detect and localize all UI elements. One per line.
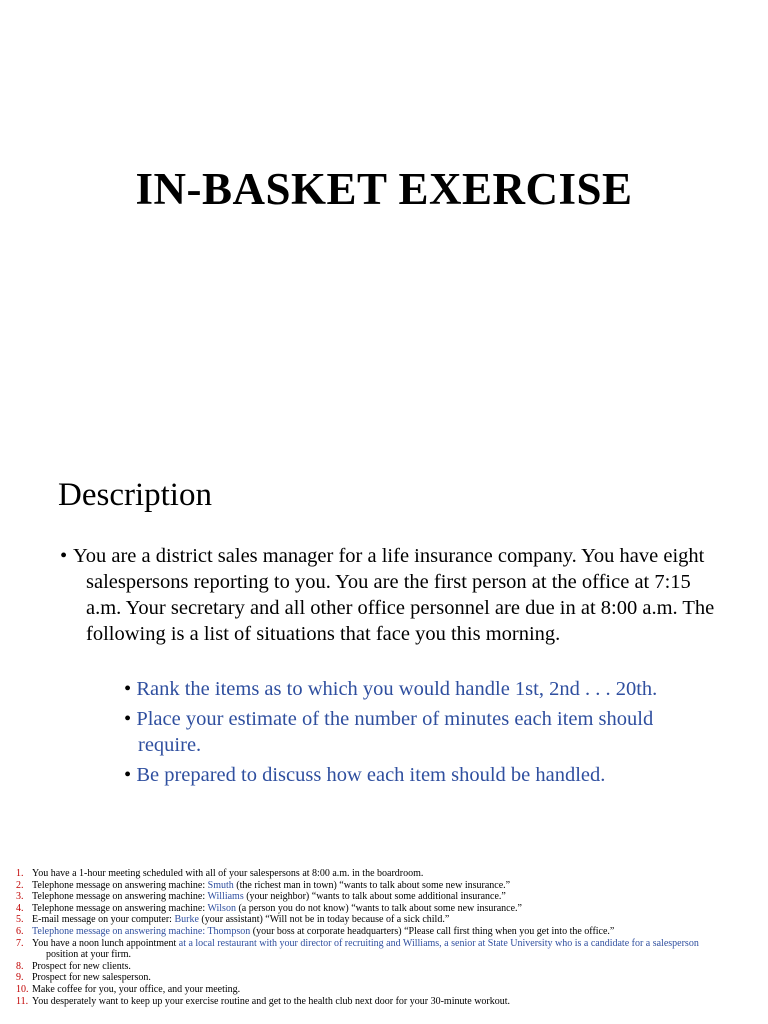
item-text-pre: E-mail message on your computer: (32, 914, 175, 926)
instruction-item (110, 676, 710, 702)
list-item (16, 891, 756, 903)
item-text: You desperately want to keep up your exercise routine and get to the health club next door for your 30-minute workout. (32, 995, 511, 1007)
item-text-pre: Telephone message on answering machine: (32, 902, 208, 914)
item-name: Burke (174, 914, 199, 926)
item-number: 9. (16, 972, 24, 984)
instruction-text: Be prepared to discuss how each item should be handled. (136, 764, 606, 786)
intro-paragraph (60, 543, 720, 647)
bullet-icon: • (60, 545, 68, 567)
item-text-post: (your assistant) “Will not be in today because of a sick child.” (198, 914, 450, 926)
item-number: 7. (16, 937, 24, 949)
list-item (16, 972, 756, 984)
item-text-pre: You have a noon lunch appointment (32, 937, 179, 949)
item-text-post: (your neighbor) “wants to talk about some additional insurance.” (243, 891, 506, 903)
item-number: 1. (16, 868, 24, 879)
item-number: 10. (16, 983, 29, 995)
bullet-icon: • (124, 764, 132, 786)
page-title: IN-BASKET EXERCISE (135, 164, 633, 214)
list-item (16, 903, 756, 915)
list-item (16, 961, 756, 973)
item-text-pre: Telephone message on answering machine: (32, 891, 208, 903)
instruction-text: Place your estimate of the number of minutes each item should require. (136, 708, 654, 756)
item-number: 8. (16, 960, 24, 972)
list-item (16, 880, 756, 892)
bullet-icon: • (124, 678, 132, 700)
item-number: 6. (16, 925, 24, 937)
item-text-post: (a person you do not know) “wants to talk about some new insurance.” (235, 902, 522, 914)
list-item (16, 868, 756, 880)
item-name: Telephone message on answering machine: Thompson (32, 925, 251, 937)
item-name: at a local restaurant with your director of recruiting and Williams, a senior at State University who is a candidate for a salesperson (178, 937, 699, 949)
list-item (16, 914, 756, 926)
instruction-item (110, 762, 710, 788)
item-text-post: (your boss at corporate headquarters) “Please call first thing when you get into the office.” (250, 925, 615, 937)
item-number: 3. (16, 891, 24, 903)
item-continuation: position at your firm. (46, 949, 131, 961)
list-item (16, 984, 756, 996)
list-item (16, 996, 756, 1008)
item-text-pre: Telephone message on answering machine: (32, 879, 208, 891)
item-name: Smuth (207, 879, 234, 891)
instruction-item (110, 706, 710, 758)
item-name: Wilson (207, 902, 236, 914)
instruction-text: Rank the items as to which you would handle 1st, 2nd . . . 20th. (136, 678, 658, 700)
intro-text: You are a district sales manager for a life insurance company. You have eight salespersons reporting to you. You are the first person at the office at 7:15 a.m. Your secretary and all other office personnel are due in at 8:00 a.m. The following is a list of situations that face you this morning. (73, 545, 715, 645)
item-text: You have a 1-hour meeting scheduled with all of your salespersons at 8:00 a.m. in the boardroom. (32, 868, 424, 879)
list-item (16, 938, 756, 961)
item-number: 2. (16, 879, 24, 891)
list-item (16, 926, 756, 938)
situation-list (16, 868, 756, 1007)
item-text-post: (the richest man in town) “wants to talk about some new insurance.” (233, 879, 511, 891)
item-text: Prospect for new salesperson. (32, 972, 151, 984)
section-heading: Description (58, 477, 212, 513)
item-number: 4. (16, 902, 24, 914)
item-number: 5. (16, 914, 24, 926)
instruction-list (110, 676, 710, 792)
item-name: Williams (207, 891, 244, 903)
item-text: Make coffee for you, your office, and your meeting. (32, 983, 241, 995)
item-number: 11. (16, 995, 29, 1007)
bullet-icon: • (124, 708, 132, 730)
intro-text-wrap (60, 543, 720, 647)
item-text: Prospect for new clients. (32, 960, 131, 972)
